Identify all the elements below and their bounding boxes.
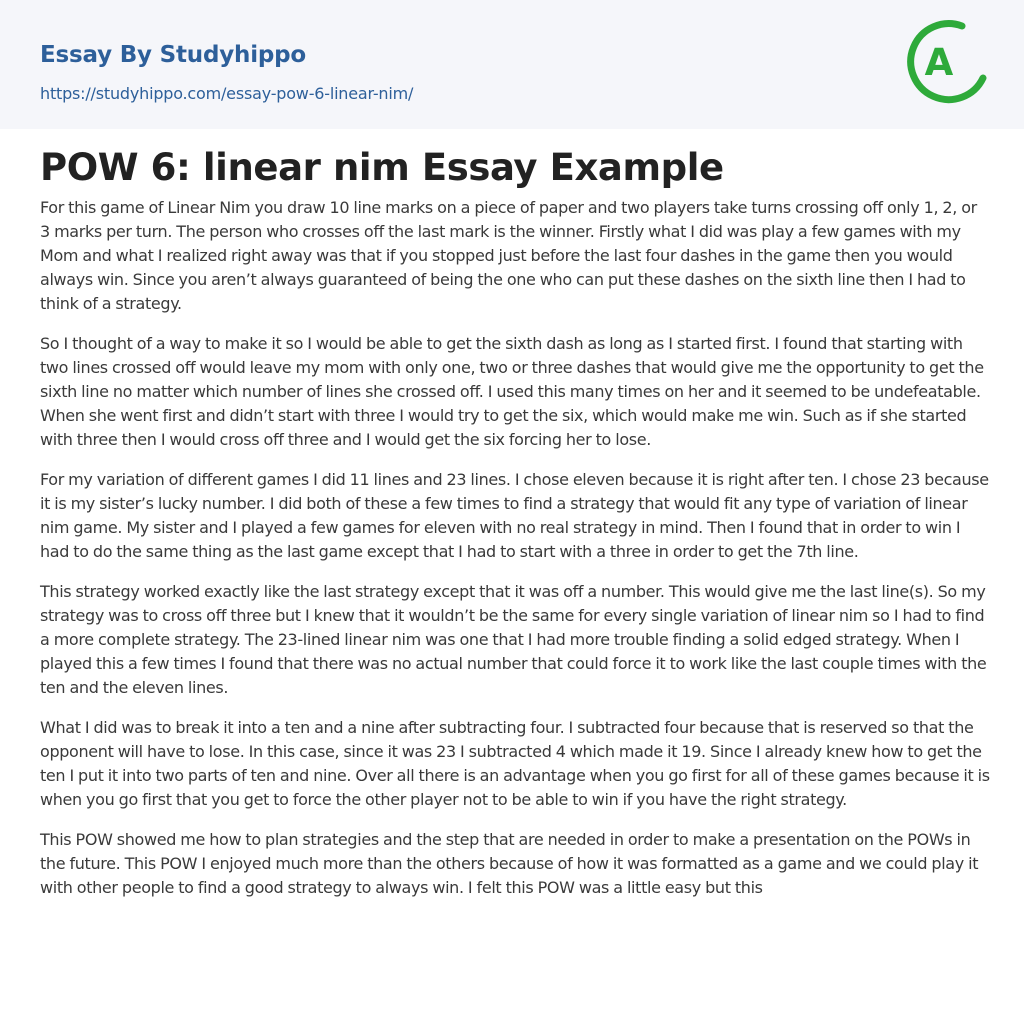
page-url-link[interactable]: https://studyhippo.com/essay-pow-6-linear-nim/ [40, 84, 414, 103]
logo-letter: A [924, 41, 954, 84]
article-paragraph-6: This POW showed me how to plan strategies and the step that are needed in order to make a presentation on the POWs in the future. This POW I enjoyed much more than the others because of how it was formatted as a game and we could play it with other people to find a good strategy to always win. I felt this POW was a little easy but this [40, 830, 979, 897]
article-paragraph-4: This strategy worked exactly like the last strategy except that it was off a number. This would give me the last line(s). So my strategy was to cross off three but I knew that it wouldn’t be the same for every single variation of linear nim so I had to find a more complete strategy. The 23-lined linear nim was one that I had more trouble finding a solid edged strategy. When I played this a few times I found that there was no actual number that could force it to work like the last couple times with the ten and the eleven lines. [40, 582, 987, 697]
article-title: POW 6: linear nim Essay Example [40, 146, 724, 189]
article [40, 140, 990, 916]
grade-a-circle-icon[interactable] [906, 18, 990, 106]
site-header [0, 0, 1024, 129]
site-name[interactable]: Essay By Studyhippo [40, 42, 307, 68]
article-paragraph-2: So I thought of a way to make it so I would be able to get the sixth dash as long as I started first. I found that starting with two lines crossed off would leave my mom with only one, two or three dashes that would give me the opportunity to get the sixth line no matter which number of lines she crossed off. I used this many times on her and it seemed to be undefeatable. When she went first and didn’t start with three I would try to get the six, which would make me win. Such as if she started with three then I would cross off three and I would get the six forcing her to lose. [40, 334, 984, 449]
article-paragraph-5: What I did was to break it into a ten and a nine after subtracting four. I subtracted four because that is reserved so that the opponent will have to lose. In this case, since it was 23 I subtracted 4 which made it 19. Since I already knew how to get the ten I put it into two parts of ten and nine. Over all there is an advantage when you go first for all of these games because it is when you go first that you get to force the other player not to be able to win if you have the right strategy. [40, 718, 990, 809]
article-paragraph-1: For this game of Linear Nim you draw 10 line marks on a piece of paper and two players take turns crossing off only 1, 2, or 3 marks per turn. The person who crosses off the last mark is the winner. Firstly what I did was play a few games with my Mom and what I realized right away was that if you stopped just before the last four dashes in the game then you would always win. Since you aren’t always guaranteed of being the one who can put these dashes on the sixth line then I had to think of a strategy. [40, 198, 977, 313]
article-paragraph-3: For my variation of different games I did 11 lines and 23 lines. I chose eleven because it is right after ten. I chose 23 because it is my sister’s lucky number. I did both of these a few times to find a strategy that would fit any type of variation of linear nim game. My sister and I played a few games for eleven with no real strategy in mind. Then I found that in order to win I had to do the same thing as the last game except that I had to start with a three in order to get the 7th line. [40, 470, 989, 561]
